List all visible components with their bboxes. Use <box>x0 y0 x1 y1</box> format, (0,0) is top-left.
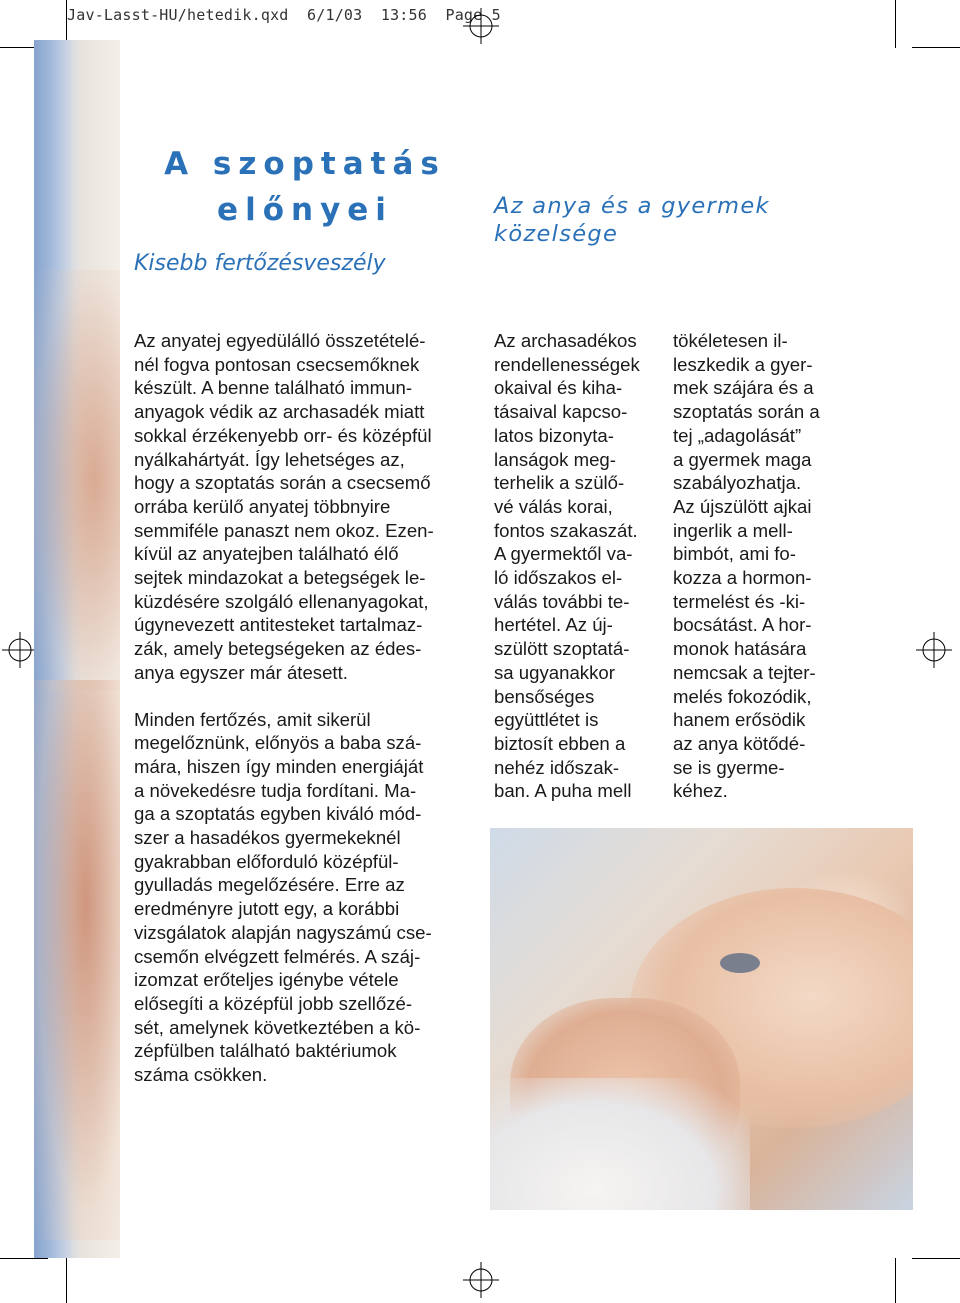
crop-mark <box>895 1258 896 1303</box>
crop-mark <box>912 47 960 48</box>
registration-mark-icon <box>916 632 952 668</box>
text-column-2 <box>494 329 669 803</box>
registration-mark-icon <box>2 632 38 668</box>
side-photo-strip <box>34 40 120 1258</box>
crop-mark <box>0 1258 48 1259</box>
registration-mark-icon <box>463 1262 499 1298</box>
paragraph: Az archasadékos rendellenességek okaival és kiha- tásaival kapcso- latos bizonyta- lanságok meg- terhelik a szülő- vé válás korai, fontos szakaszát. A gyermektől va- ló időszakos el- válás további te- hertétel. Az új- szülött szoptatá- sa ugyanakkor bensőséges együttlétet is biztosít ebben a nehéz időszak- ban. A puha mell <box>494 330 640 802</box>
crop-mark <box>66 1258 67 1303</box>
text-column-3 <box>673 329 848 803</box>
registration-mark-icon <box>463 8 499 44</box>
paragraph: Minden fertőzés, amit sikerül megelőznünk, előnyös a baba szá- mára, hiszen így minden energiáját a növekedésre tudja fordítani. Ma- ga a szoptatás egyben kiváló mód- szer a hasadékos gyermekeknél gyakrabban előforduló középfül- gyulladás megelőzésére. Erre az eredményre jutott egy, a korábbi vizsgálatok alapján nagyszámú cse- csemőn elvégzett felmérés. A száj- izomzat erőteljes igénybe vétele elősegíti a középfül jobb szellőzé- sét, amelynek következtében a kö- zépfülben található baktériumok száma csökken. <box>134 708 432 1086</box>
breastfeeding-baby-photo <box>490 828 913 1210</box>
section-heading-right: Az anya és a gyermek közelsége <box>494 193 770 247</box>
print-slug: Jav-Lasst-HU/hetedik.qxd 6/1/03 13:56 Page 5 <box>67 6 501 24</box>
section-subtitle: Kisebb fertőzésveszély <box>134 251 386 276</box>
paragraph: tökéletesen il- leszkedik a gyer- mek szájára és a szoptatás során a tej „adagolását” a gyermek maga szabályozhatja. Az újszülött ajkai ingerlik a mell- bimbót, ami fo- kozza a hormon- termelést és -ki- bocsátást. A hor- monok hatására nemcsak a tejter- melés fokozódik, hanem erősödik az anya kötődé- se is gyerme- kéhez. <box>673 330 820 802</box>
crop-mark <box>895 0 896 48</box>
crop-mark <box>912 1258 960 1259</box>
page-title-line1: A szoptatás <box>164 146 446 182</box>
paragraph: Az anyatej egyedülálló összetételé- nél fogva pontosan csecsemőknek készült. A benne található immun- anyagok védik az archasadék miatt sokkal érzékenyebb orr- és középfül nyálkahártyát. Így lehetséges az, hogy a szoptatás során a csecsemő orrába kerülő anyatej többnyire semmiféle panaszt nem okoz. Ezen- kívül az anyatejben található élő sejtek mindazokat a betegségek le- küzdésére szolgáló ellenanyagokat, úgynevezett antitesteket tartalmaz- zák, amely betegségeken az édes- anya egyszer már átesett. <box>134 330 434 683</box>
text-column-1 <box>134 329 474 1087</box>
page-title-line2: előnyei <box>217 192 393 228</box>
